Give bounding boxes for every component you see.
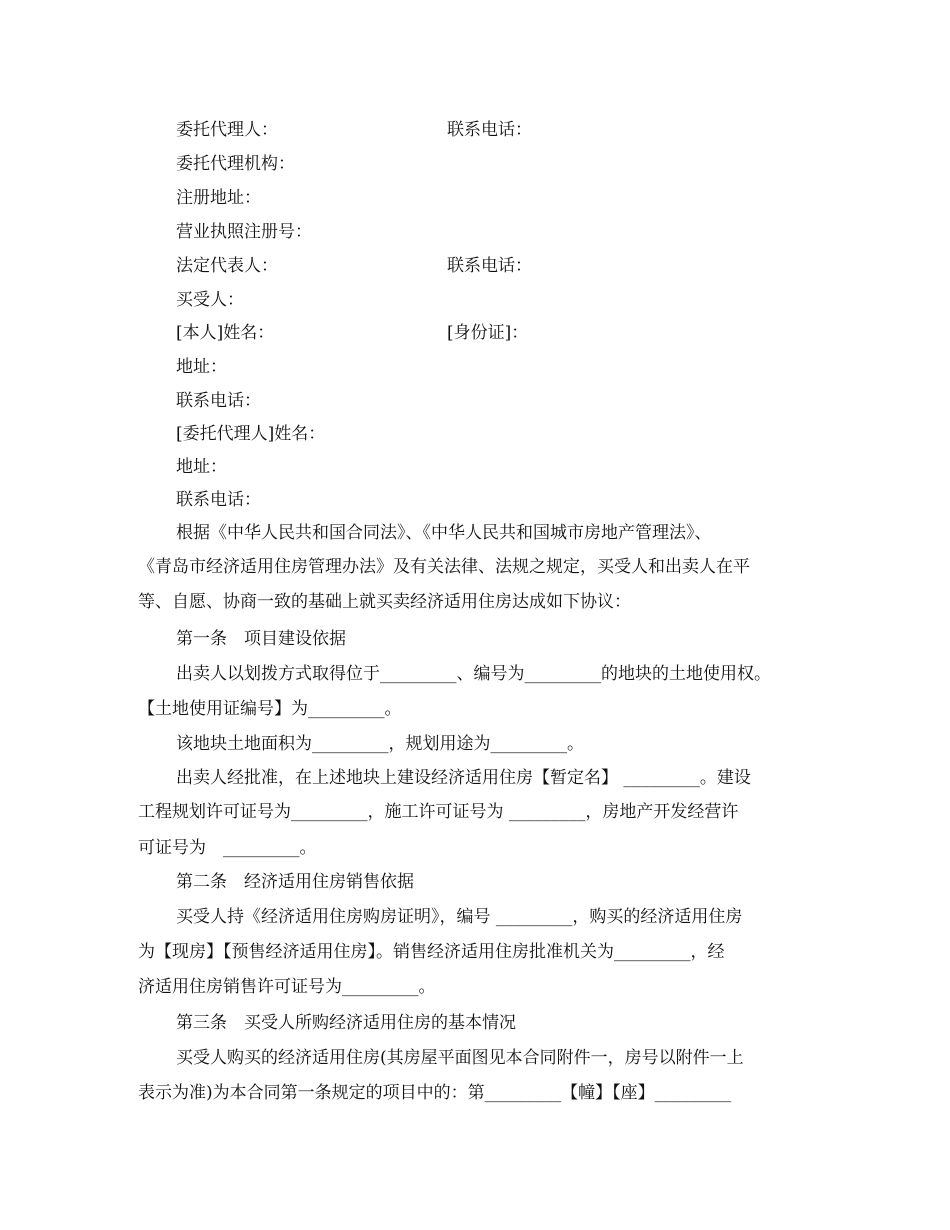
article-2-title: 第二条 经济适用住房销售依据 [176, 872, 414, 892]
article-1-p2: 该地块土地面积为_________，规划用途为_________。 [176, 734, 584, 754]
agent-name-label: [委托代理人]姓名： [176, 424, 326, 444]
id-card-label: [身份证]： [447, 323, 529, 343]
phone-label-2: 联系电话： [176, 490, 261, 510]
article-1-p3-line-1: 出卖人经批准，在上述地块上建设经济适用住房【暂定名】 _________。建设 [176, 768, 751, 788]
agent-phone-label: 联系电话： [447, 120, 532, 140]
legal-rep-label: 法定代表人： [176, 256, 278, 276]
article-3-title: 第三条 买受人所购经济适用住房的基本情况 [176, 1013, 516, 1033]
intro-line-3: 等、自愿、协商一致的基础上就买卖经济适用住房达成如下协议： [138, 592, 631, 612]
address-label-2: 地址： [176, 457, 227, 477]
article-2-p1-line-3: 济适用住房销售许可证号为_________。 [138, 977, 436, 997]
article-1-title: 第一条 项目建设依据 [176, 629, 346, 649]
article-1-p3-line-3: 可证号为 _________。 [138, 838, 317, 858]
address-label-1: 地址： [176, 357, 227, 377]
article-3-p1-line-1: 买受人购买的经济适用住房(其房屋平面图见本合同附件一，房号以附件一上 [176, 1048, 744, 1068]
article-1-p1-line-2: 【土地使用证编号】为_________。 [138, 699, 402, 719]
license-no-label: 营业执照注册号： [176, 222, 312, 242]
intro-line-2: 《青岛市经济适用住房管理办法》及有关法律、法规之规定，买受人和出卖人在平 [138, 557, 750, 577]
article-2-p1-line-2: 为【现房】【预售经济适用住房】。销售经济适用住房批准机关为_________，经 [138, 942, 725, 962]
phone-label-1: 联系电话： [176, 391, 261, 411]
legal-rep-phone-label: 联系电话： [447, 256, 532, 276]
self-name-label: [本人]姓名： [176, 323, 275, 343]
article-2-p1-line-1: 买受人持《经济适用住房购房证明》，编号 _________，购买的经济适用住房 [176, 907, 743, 927]
agency-label: 委托代理机构： [176, 154, 295, 174]
article-1-p1-line-1: 出卖人以划拨方式取得位于_________、编号为_________的地块的土地使用权。 [176, 664, 771, 684]
agent-label: 委托代理人： [176, 120, 278, 140]
intro-line-1: 根据《中华人民共和国合同法》、《中华人民共和国城市房地产管理法》、 [176, 523, 712, 543]
reg-address-label: 注册地址： [176, 188, 261, 208]
buyer-label: 买受人： [176, 290, 244, 310]
article-3-p1-line-2: 表示为准)为本合同第一条规定的项目中的：第_________【幢】【座】_________ [138, 1083, 732, 1103]
article-1-p3-line-2: 工程规划许可证号为_________，施工许可证号为 _________，房地产开发经营许 [138, 802, 739, 822]
